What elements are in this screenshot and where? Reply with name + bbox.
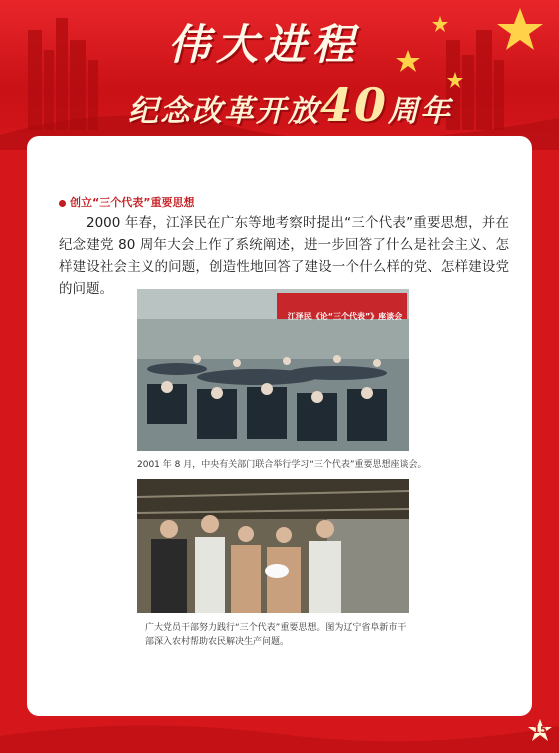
banner-subtitle (128, 78, 452, 132)
body-paragraph: 2000 年春，江泽民在广东等地考察时提出“三个代表”重要思想，并在纪念建党 80 周年大会上作了系统阐述，进一步回答了什么是社会主义、怎样建设社会主义的问题，创造性地回答了建设一个什么样的党、怎样建设党的问题。 (59, 215, 509, 297)
section-heading-text: 创立“三个代表”重要思想 (70, 196, 195, 209)
footer-decoration (0, 716, 559, 753)
photo-banner-text: 江泽民《论“三个代表”》座谈会 (287, 312, 403, 321)
banner-subtitle-suffix: 周年 (388, 94, 453, 129)
header-banner (0, 0, 559, 150)
page-number (527, 718, 553, 744)
bullet-dot-icon (59, 200, 66, 207)
content-card (27, 136, 532, 716)
photo-caption-farm-visit: 广大党员干部努力践行“三个代表”重要思想。图为辽宁省阜新市干部深入农村帮助农民解决生产问题。 (145, 623, 407, 647)
banner-subtitle-number: 40 (320, 78, 389, 132)
page-number-text: 15 (533, 725, 547, 736)
section-heading (59, 194, 194, 210)
photo-farm-visit (137, 479, 409, 613)
banner-subtitle-prefix: 纪念改革开放 (128, 94, 320, 129)
banner-title: 伟大进程 (168, 20, 361, 69)
photo-symposium (137, 289, 409, 451)
photo-caption-symposium: 2001 年 8 月，中央有关部门联合举行学习“三个代表”重要思想座谈会。 (137, 460, 427, 470)
